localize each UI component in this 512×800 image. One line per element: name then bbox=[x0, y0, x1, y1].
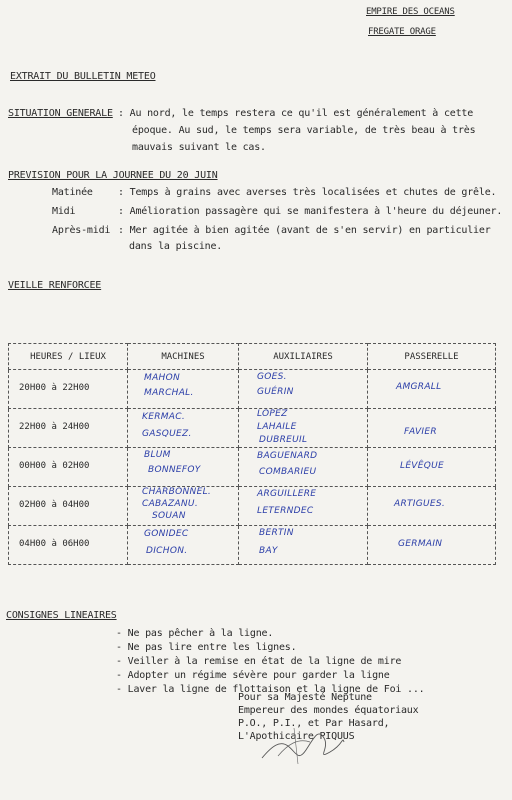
prevision-text-matinee: : Temps à grains avec averses très localisées et chutes de grêle. bbox=[118, 187, 497, 198]
machines-name: BLUM bbox=[144, 450, 171, 460]
row-time: 20H00 à 22H00 bbox=[19, 383, 90, 393]
machines-name: MAHON bbox=[144, 373, 181, 383]
machines-name: MARCHAL. bbox=[144, 388, 194, 398]
passerelle-name: ARTIGUES. bbox=[394, 499, 446, 509]
header-empire: EMPIRE DES OCEANS bbox=[366, 7, 455, 17]
prevision-text-apres-midi-1: : Mer agitée à bien agitée (avant de s'en servir) en particulier bbox=[118, 225, 491, 236]
machines-name: GASQUEZ. bbox=[142, 429, 192, 439]
table-row bbox=[9, 526, 496, 565]
consigne-item: - Ne pas pêcher à la ligne. bbox=[116, 628, 274, 639]
consigne-item: - Laver la ligne de flottaison et la ligne de Foi ... bbox=[116, 684, 425, 695]
situation-line-2: époque. Au sud, le temps sera variable, de très beau à très bbox=[132, 125, 476, 136]
situation-label: SITUATION GENERALE bbox=[8, 108, 113, 119]
machines-name: GONIDEC bbox=[144, 529, 189, 539]
veille-title: VEILLE RENFORCEE bbox=[8, 280, 102, 291]
signature-line-3: P.O., P.I., et Par Hasard, bbox=[238, 718, 390, 729]
header-fregate: FREGATE ORAGE bbox=[368, 27, 436, 37]
passerelle-name: AMGRALL bbox=[396, 382, 442, 392]
passerelle-name: FAVIER bbox=[404, 427, 437, 437]
prevision-text-midi: : Amélioration passagère qui se manifestera à l'heure du déjeuner. bbox=[118, 206, 503, 217]
consigne-item: - Veiller à la remise en état de la ligne de mire bbox=[116, 656, 402, 667]
header-machines: MACHINES bbox=[128, 344, 239, 370]
header-passerelle: PASSERELLE bbox=[368, 344, 496, 370]
prevision-title: PREVISION POUR LA JOURNEE DU 20 JUIN bbox=[8, 170, 218, 181]
veille-table bbox=[8, 343, 496, 565]
row-time: 00H00 à 02H00 bbox=[19, 461, 90, 471]
row-time: 02H00 à 04H00 bbox=[19, 500, 90, 510]
situation-line-1: : Au nord, le temps restera ce qu'il est généralement à cette bbox=[118, 108, 474, 119]
consigne-item: - Ne pas lire entre les lignes. bbox=[116, 642, 297, 653]
row-time: 04H00 à 06H00 bbox=[19, 539, 90, 549]
signature-line-2: Empereur des mondes équatoriaux bbox=[238, 705, 419, 716]
auxiliaires-name: LOPEZ bbox=[257, 409, 288, 419]
situation-line-3: mauvais suivant le cas. bbox=[132, 142, 266, 153]
auxiliaires-name: LAHAILE bbox=[257, 422, 297, 432]
header-auxiliaires: AUXILIAIRES bbox=[239, 344, 368, 370]
signature-line-1: Pour sa Majesté Neptune bbox=[238, 692, 372, 703]
consigne-item: - Adopter un régime sévère pour garder la ligne bbox=[116, 670, 390, 681]
auxiliaires-name: BERTIN bbox=[259, 528, 294, 538]
prevision-label-apres-midi: Après-midi bbox=[52, 225, 111, 236]
prevision-label-midi: Midi bbox=[52, 206, 76, 217]
table-row bbox=[9, 487, 496, 526]
passerelle-name: GERMAIN bbox=[398, 539, 443, 549]
auxiliaires-name: GOES. bbox=[257, 372, 287, 382]
machines-name: KERMAC. bbox=[142, 412, 186, 422]
row-time: 22H00 à 24H00 bbox=[19, 422, 90, 432]
table-row bbox=[9, 370, 496, 409]
header-heures: HEURES / LIEUX bbox=[9, 344, 128, 370]
table-header-row bbox=[9, 344, 496, 370]
machines-name: BONNEFOY bbox=[148, 465, 201, 475]
prevision-label-matinee: Matinée bbox=[52, 187, 93, 198]
machines-name: CABAZANU. bbox=[142, 499, 198, 509]
consignes-title: CONSIGNES LINEAIRES bbox=[6, 610, 117, 621]
table-row bbox=[9, 448, 496, 487]
handwritten-signature bbox=[258, 716, 348, 766]
table-row bbox=[9, 409, 496, 448]
auxiliaires-name: GUÉRIN bbox=[257, 387, 294, 397]
prevision-text-apres-midi-2: dans la piscine. bbox=[129, 241, 223, 252]
signature-line-4: L'Apothicaire PIQUUS bbox=[238, 731, 355, 742]
auxiliaires-name: BAGUENARD bbox=[257, 451, 318, 461]
passerelle-name: LÉVÊQUE bbox=[400, 461, 445, 471]
auxiliaires-name: COMBARIEU bbox=[259, 467, 317, 477]
machines-name: DICHON. bbox=[146, 546, 188, 556]
auxiliaires-name: BAY bbox=[259, 546, 278, 556]
machines-name: SOUAN bbox=[152, 511, 186, 521]
auxiliaires-name: DUBREUIL bbox=[259, 435, 308, 445]
bulletin-title: EXTRAIT DU BULLETIN METEO bbox=[10, 71, 156, 82]
machines-name: CHARBONNEL. bbox=[142, 487, 212, 497]
auxiliaires-name: ARGUILLERE bbox=[257, 489, 317, 499]
auxiliaires-name: LETERNDEC bbox=[257, 506, 314, 516]
